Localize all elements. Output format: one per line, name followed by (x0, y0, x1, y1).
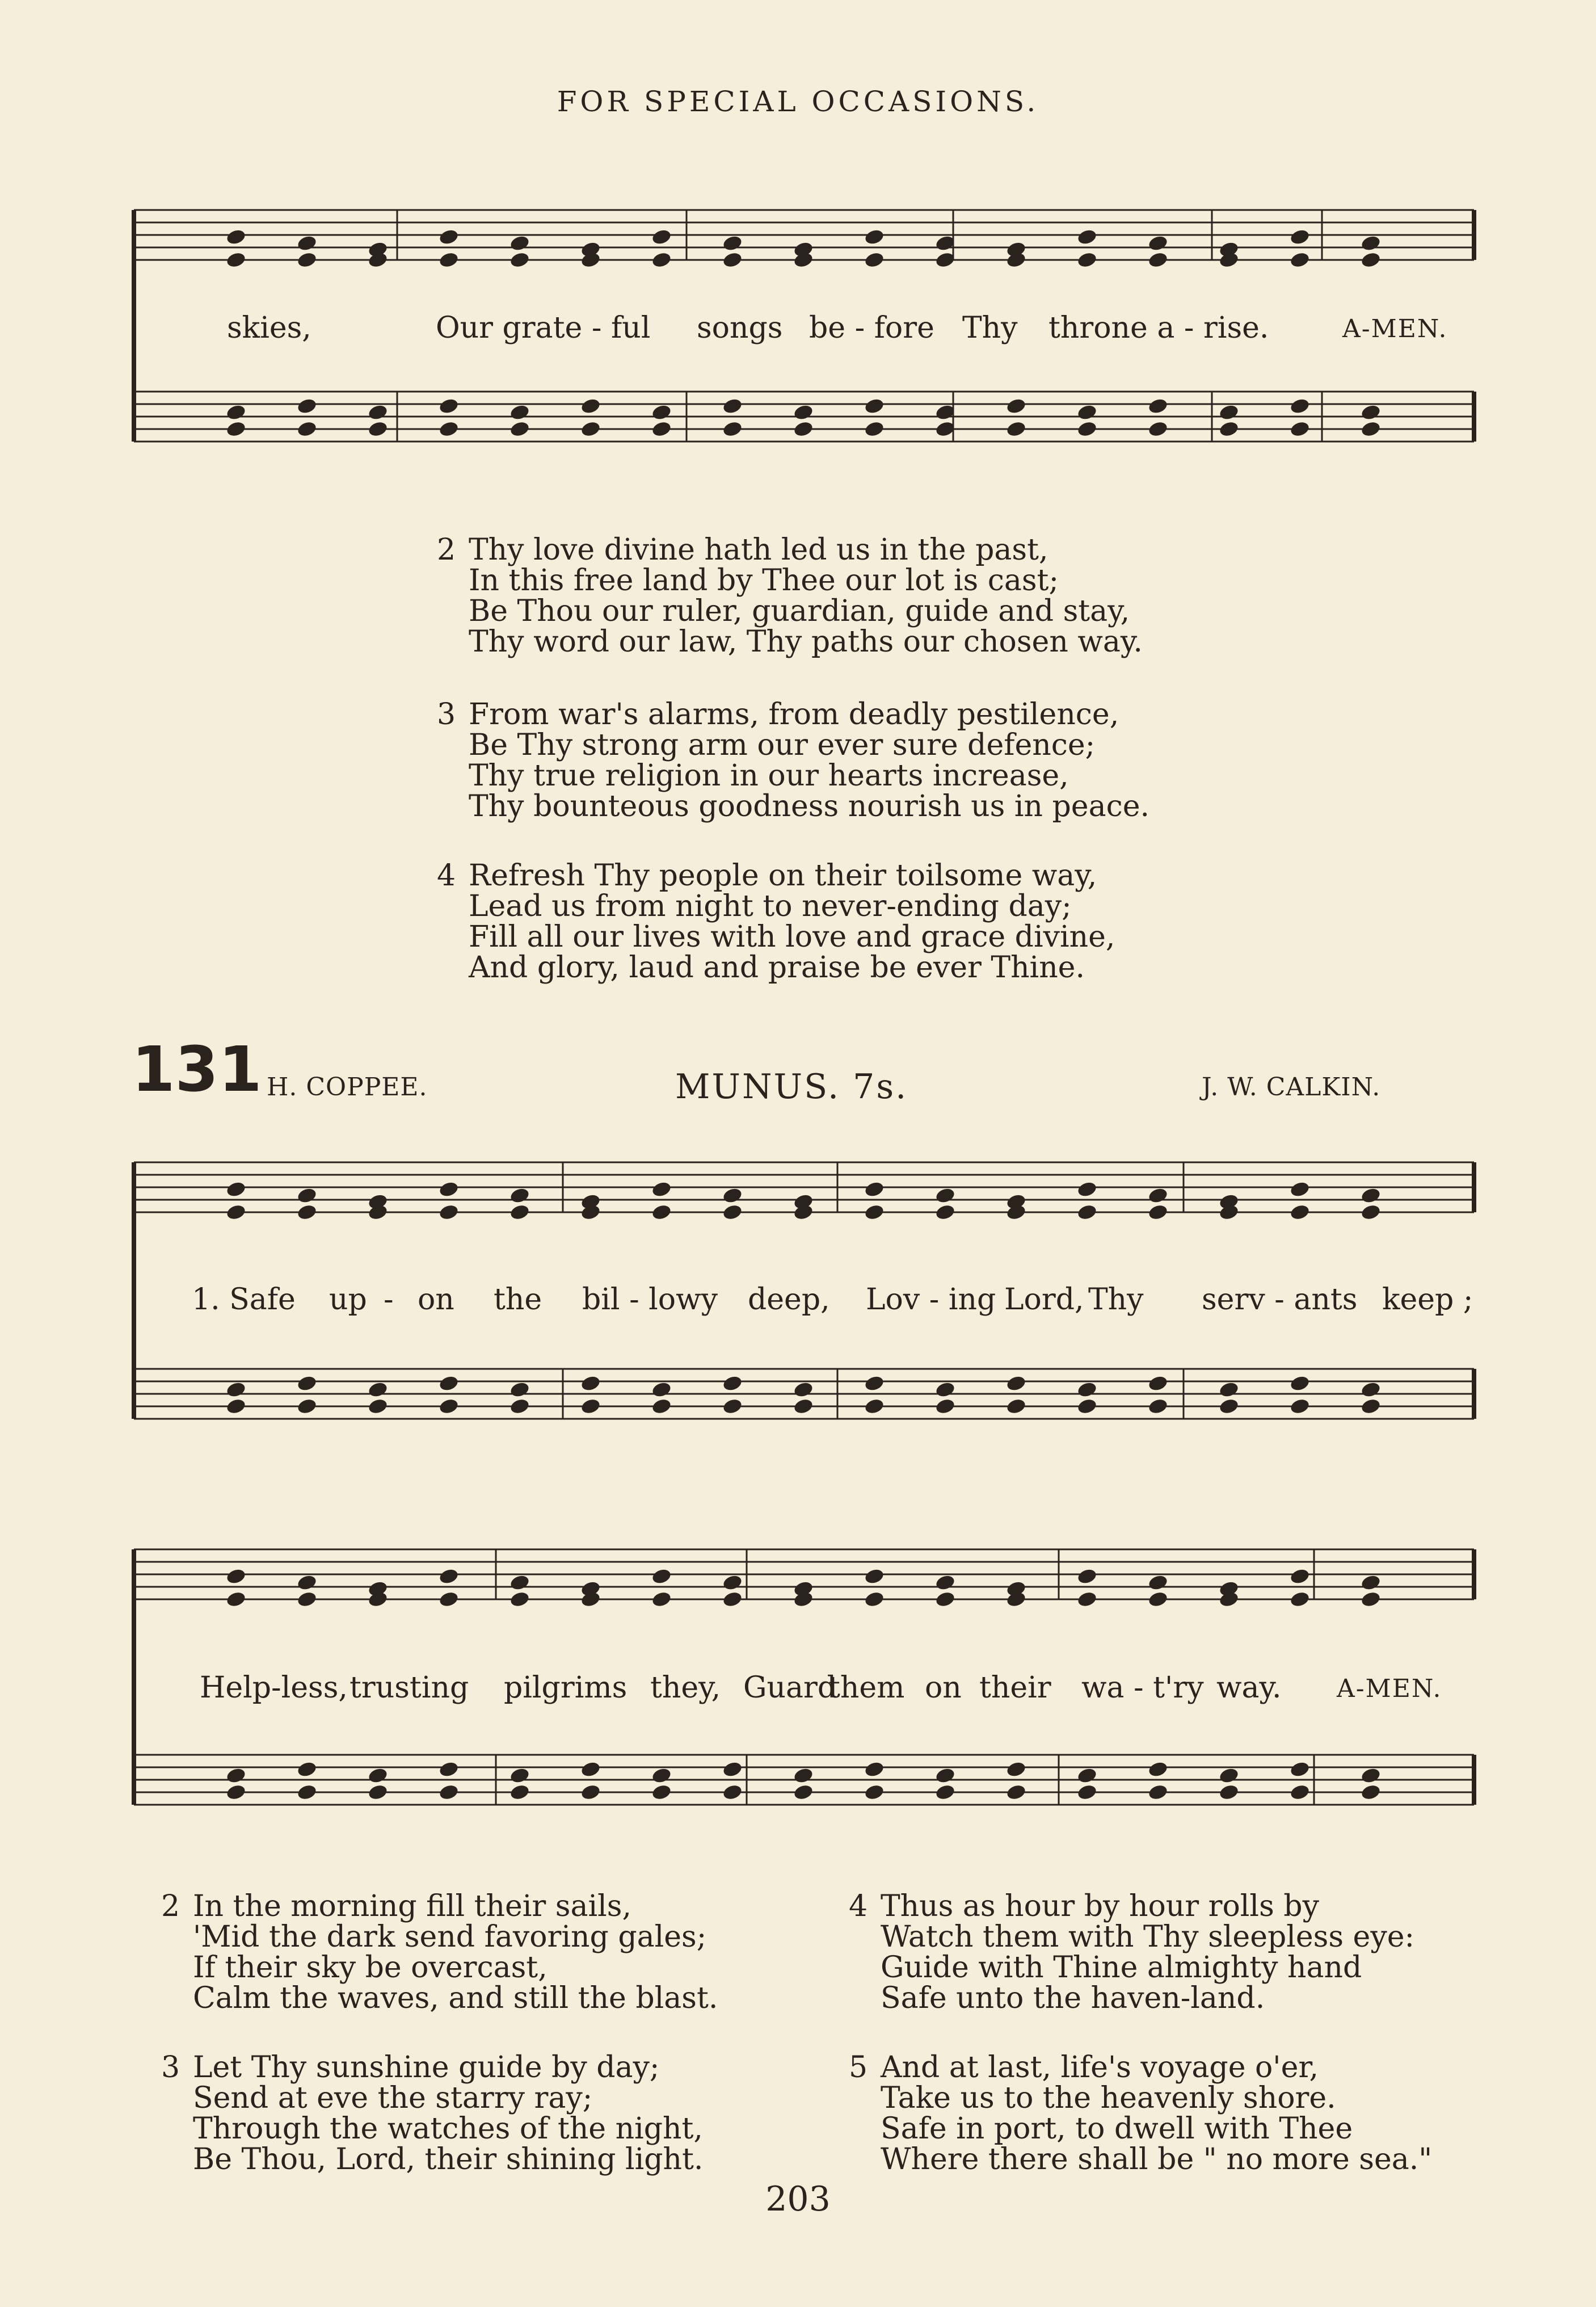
lyric-word: 1. Safe (192, 1283, 296, 1317)
running-header: FOR SPECIAL OCCASIONS. (557, 85, 1039, 118)
lyric-word: pilgrims (504, 1671, 628, 1705)
stanza-line: And glory, laud and praise be ever Thine. (469, 951, 1085, 985)
note-head (580, 1760, 601, 1779)
note-head (722, 251, 743, 269)
lyric-word: on (418, 1283, 454, 1317)
note-head (1360, 1187, 1382, 1205)
note-head (864, 420, 885, 438)
note-head (509, 1574, 530, 1592)
lyric-word: bil - lowy (582, 1283, 718, 1317)
lyric-word: they, (650, 1671, 721, 1705)
note-head (1005, 420, 1027, 438)
note-head (1289, 1568, 1311, 1586)
stanza-line: Thus as hour by hour rolls by (881, 1889, 1319, 1923)
note-head (864, 1783, 885, 1801)
lyric-word: way. (1216, 1671, 1282, 1705)
note-head (580, 420, 601, 438)
note-head (438, 251, 460, 269)
note-head (1360, 234, 1382, 253)
note-head (722, 397, 743, 415)
stanza-line: Safe in port, to dwell with Thee (881, 2112, 1353, 2146)
note-head (1147, 1783, 1169, 1801)
note-head (1076, 228, 1098, 246)
note-head (864, 251, 885, 269)
stanza-line: Send at eve the starry ray; (193, 2081, 593, 2115)
note-head (1147, 1187, 1169, 1205)
note-head (367, 404, 389, 422)
stanza-line: Through the watches of the night, (193, 2112, 703, 2146)
note-head (509, 420, 530, 438)
stanza-line: Refresh Thy people on their toilsome way, (469, 859, 1097, 893)
hymn-author: H. COPPEE. (267, 1073, 428, 1102)
note-head (1360, 1381, 1382, 1399)
note-head (1147, 1574, 1169, 1592)
stanza-line: 'Mid the dark send favoring gales; (193, 1920, 707, 1954)
note-head (296, 1187, 318, 1205)
note-head (1218, 1783, 1240, 1801)
stanza-line: Guide with Thine almighty hand (881, 1951, 1362, 1985)
note-head (367, 1767, 389, 1785)
note-head (1076, 1180, 1098, 1199)
note-head (509, 234, 530, 253)
note-head (651, 1783, 672, 1801)
lyric-word: serv - ants (1202, 1283, 1358, 1317)
note-head (509, 1187, 530, 1205)
note-head (438, 228, 460, 246)
note-head (225, 1180, 247, 1199)
stanza-line: Let Thy sunshine guide by day; (193, 2050, 660, 2085)
note-head (296, 1397, 318, 1415)
note-head (1005, 1760, 1027, 1779)
note-head (509, 404, 530, 422)
stanza-number: 2 (437, 533, 456, 567)
note-head (1005, 1375, 1027, 1393)
stanza-number: 3 (437, 697, 456, 732)
lyric-word: keep ; (1382, 1283, 1473, 1317)
note-head (1076, 251, 1098, 269)
note-head (864, 228, 885, 246)
note-head (580, 1397, 601, 1415)
stanza-line: And at last, life's voyage o'er, (881, 2050, 1319, 2085)
note-head (509, 1783, 530, 1801)
note-head (225, 404, 247, 422)
note-head (225, 1783, 247, 1801)
note-head (1147, 234, 1169, 253)
note-head (1147, 1590, 1169, 1608)
stanza-line: In this free land by Thee our lot is cast; (469, 564, 1059, 598)
stanza-line: Watch them with Thy sleepless eye: (881, 1920, 1415, 1954)
note-head (1147, 1397, 1169, 1415)
note-head (1147, 397, 1169, 415)
note-head (1076, 1397, 1098, 1415)
note-head (1360, 1590, 1382, 1608)
note-head (1005, 397, 1027, 415)
note-head (438, 397, 460, 415)
note-head (651, 404, 672, 422)
note-head (651, 420, 672, 438)
lyric-word: Thy (1088, 1283, 1144, 1317)
hymn-composer: J. W. CALKIN. (1202, 1073, 1381, 1102)
lyric-word: - (384, 1283, 394, 1317)
note-head (1147, 1203, 1169, 1221)
note-head (1360, 1783, 1382, 1801)
note-head (1289, 1180, 1311, 1199)
note-head (1360, 1203, 1382, 1221)
note-head (367, 1397, 389, 1415)
note-head (509, 1381, 530, 1399)
stanza-line: Thy word our law, Thy paths our chosen way. (469, 625, 1143, 659)
note-head (722, 234, 743, 253)
note-head (225, 1568, 247, 1586)
note-head (1360, 420, 1382, 438)
stanza-line: Safe unto the haven-land. (881, 1981, 1265, 2015)
stanza-line: Be Thou our ruler, guardian, guide and stay, (469, 594, 1130, 628)
note-head (1218, 1381, 1240, 1399)
note-head (651, 228, 672, 246)
stanza-line: If their sky be overcast, (193, 1951, 548, 1985)
note-head (225, 1590, 247, 1608)
note-head (225, 1203, 247, 1221)
note-head (438, 1590, 460, 1608)
note-head (296, 1203, 318, 1221)
stanza-number: 5 (849, 2050, 868, 2085)
note-head (1218, 404, 1240, 422)
note-head (225, 1767, 247, 1785)
stanza-line: Thy bounteous goodness nourish us in peace. (469, 789, 1150, 823)
note-head (793, 1767, 814, 1785)
lyric-word: be - fore (809, 311, 934, 345)
note-head (1289, 1203, 1311, 1221)
note-head (1289, 1375, 1311, 1393)
note-head (722, 1187, 743, 1205)
note-head (1218, 1767, 1240, 1785)
note-head (225, 420, 247, 438)
note-head (1289, 1397, 1311, 1415)
note-head (793, 404, 814, 422)
note-head (1289, 1783, 1311, 1801)
note-head (1005, 1783, 1027, 1801)
note-head (509, 1767, 530, 1785)
stanza-number: 4 (849, 1889, 868, 1923)
note-head (793, 420, 814, 438)
note-head (722, 1375, 743, 1393)
note-head (296, 1783, 318, 1801)
stanza-line: Where there shall be " no more sea." (881, 2142, 1433, 2176)
note-head (864, 1397, 885, 1415)
note-head (651, 251, 672, 269)
note-head (509, 1203, 530, 1221)
note-head (296, 251, 318, 269)
note-head (1076, 420, 1098, 438)
stanza-line: In the morning fill their sails, (193, 1889, 631, 1923)
note-head (934, 1187, 956, 1205)
note-head (1360, 1574, 1382, 1592)
note-head (651, 1590, 672, 1608)
note-head (580, 1783, 601, 1801)
note-head (934, 1590, 956, 1608)
note-head (864, 1180, 885, 1199)
note-head (296, 1760, 318, 1779)
stanza-line: From war's alarms, from deadly pestilence, (469, 697, 1119, 732)
note-head (438, 1568, 460, 1586)
note-head (722, 1590, 743, 1608)
lyric-word: throne a - rise. (1048, 311, 1269, 345)
note-head (1076, 1590, 1098, 1608)
note-head (793, 1381, 814, 1399)
note-head (1076, 1767, 1098, 1785)
note-head (367, 1381, 389, 1399)
note-head (864, 397, 885, 415)
note-head (1360, 1397, 1382, 1415)
stanza-number: 2 (161, 1889, 180, 1923)
stanza-line: Calm the waves, and still the blast. (193, 1981, 718, 2015)
lyric-word: songs (697, 311, 783, 345)
note-head (1147, 1375, 1169, 1393)
lyric-word: Thy (962, 311, 1018, 345)
tune-name: MUNUS. 7s. (675, 1067, 908, 1107)
note-head (864, 1203, 885, 1221)
note-head (793, 1397, 814, 1415)
note-head (864, 1590, 885, 1608)
note-head (864, 1568, 885, 1586)
note-head (793, 1783, 814, 1801)
hymn-number: 131 (132, 1033, 262, 1106)
lyric-word: up (329, 1283, 367, 1317)
note-head (509, 1590, 530, 1608)
note-head (580, 397, 601, 415)
note-head (580, 1375, 601, 1393)
page-number: 203 (765, 2179, 831, 2219)
note-head (438, 1783, 460, 1801)
note-head (934, 1397, 956, 1415)
lyric-word: on (925, 1671, 962, 1705)
note-head (651, 1203, 672, 1221)
lyric-word: Lov - ing (866, 1283, 996, 1317)
note-head (651, 1767, 672, 1785)
note-head (1218, 1397, 1240, 1415)
note-head (509, 251, 530, 269)
note-head (1360, 251, 1382, 269)
note-head (296, 234, 318, 253)
note-head (225, 1381, 247, 1399)
note-head (1289, 251, 1311, 269)
stanza-line: Be Thy strong arm our ever sure defence; (469, 728, 1096, 762)
note-head (1289, 420, 1311, 438)
note-head (438, 1375, 460, 1393)
note-head (1147, 251, 1169, 269)
note-head (509, 1397, 530, 1415)
note-head (438, 1760, 460, 1779)
stanza-number: 3 (161, 2050, 180, 2085)
note-head (722, 1203, 743, 1221)
note-head (722, 1397, 743, 1415)
lyric-word: Guard (743, 1671, 837, 1705)
note-head (722, 1574, 743, 1592)
note-head (438, 1203, 460, 1221)
note-head (296, 1574, 318, 1592)
stanza-number: 4 (437, 859, 456, 893)
note-head (296, 397, 318, 415)
note-head (225, 251, 247, 269)
stanza-line: Thy true religion in our hearts increase, (469, 759, 1069, 793)
note-head (367, 1783, 389, 1801)
note-head (1289, 1760, 1311, 1779)
note-head (438, 420, 460, 438)
note-head (225, 1397, 247, 1415)
note-head (1147, 1760, 1169, 1779)
note-head (864, 1760, 885, 1779)
note-head (367, 420, 389, 438)
note-head (1360, 1767, 1382, 1785)
amen-label: A-MEN. (1342, 314, 1448, 343)
note-head (1076, 1381, 1098, 1399)
note-head (1289, 1590, 1311, 1608)
note-head (934, 1783, 956, 1801)
stanza-line: Thy love divine hath led us in the past, (469, 533, 1048, 567)
stanza-line: Lead us from night to never-ending day; (469, 889, 1072, 923)
lyric-word: them (828, 1671, 905, 1705)
note-head (934, 1767, 956, 1785)
note-head (1076, 1568, 1098, 1586)
note-head (864, 1375, 885, 1393)
lyric-word: trusting (349, 1671, 469, 1705)
stanza-line: Fill all our lives with love and grace divine, (469, 920, 1115, 954)
note-head (296, 420, 318, 438)
note-head (1289, 397, 1311, 415)
note-head (651, 1381, 672, 1399)
lyric-word: their (979, 1671, 1051, 1705)
note-head (651, 1568, 672, 1586)
note-head (934, 1574, 956, 1592)
note-head (1289, 228, 1311, 246)
note-head (1076, 1203, 1098, 1221)
lyric-word: Our grate - ful (436, 311, 651, 345)
note-head (296, 1375, 318, 1393)
note-head (1076, 1783, 1098, 1801)
amen-label: A-MEN. (1337, 1674, 1442, 1703)
note-head (722, 1783, 743, 1801)
lyric-word: deep, (748, 1283, 830, 1317)
note-head (1360, 404, 1382, 422)
note-head (438, 1180, 460, 1199)
note-head (438, 1397, 460, 1415)
note-head (934, 1381, 956, 1399)
note-head (1147, 420, 1169, 438)
note-head (225, 228, 247, 246)
note-head (722, 420, 743, 438)
note-head (651, 1180, 672, 1199)
note-head (1005, 1397, 1027, 1415)
note-head (1218, 420, 1240, 438)
note-head (651, 1397, 672, 1415)
note-head (722, 1760, 743, 1779)
note-head (934, 1203, 956, 1221)
lyric-word: Help-less, (200, 1671, 348, 1705)
lyric-word: Lord, (1004, 1283, 1084, 1317)
lyric-word: the (494, 1283, 542, 1317)
lyric-word: wa - t'ry (1081, 1671, 1204, 1705)
stanza-line: Take us to the heavenly shore. (881, 2081, 1336, 2115)
note-head (296, 1590, 318, 1608)
stanza-line: Be Thou, Lord, their shining light. (193, 2142, 704, 2176)
note-head (1076, 404, 1098, 422)
lyric-word: skies, (227, 311, 311, 345)
